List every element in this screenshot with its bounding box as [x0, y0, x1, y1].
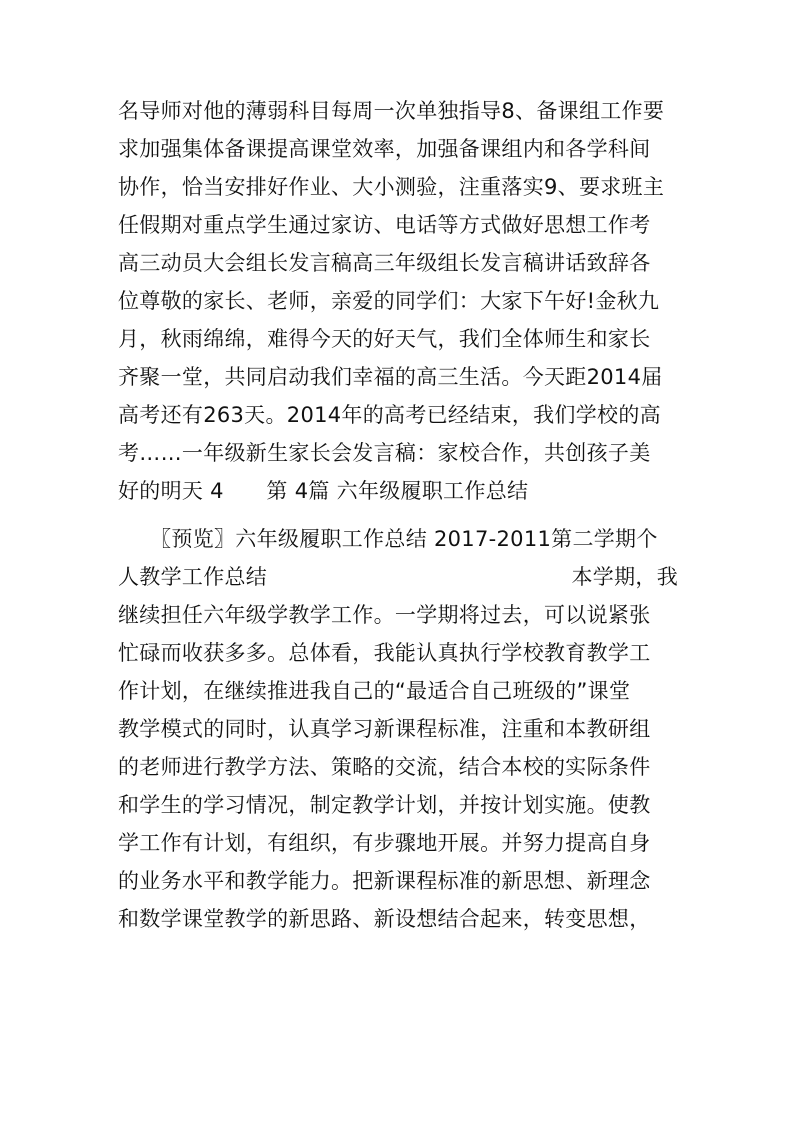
text-line: 任假期对重点学生通过家访、电话等方式做好思想工作考: [118, 213, 651, 237]
text-line: 和学生的学习情况，制定教学计划，并按计划实施。使教: [118, 793, 651, 817]
section-heading-line: 好的明天 4 第 4篇 六年级履职工作总结: [118, 479, 529, 503]
split-line-right: 本学期，我: [571, 565, 678, 589]
text-line: 学工作有计划，有组织，有步骤地开展。并努力提高自身: [118, 831, 651, 855]
text-line: 高考还有263天。2014年的高考已经结束，我们学校的高: [118, 403, 661, 427]
text-line: 名导师对他的薄弱科目每周一次单独指导8、备课组工作要: [118, 99, 665, 123]
text-line: 高三动员大会组长发言稿高三年级组长发言稿讲话致辞各: [118, 251, 651, 275]
text-line: 月，秋雨绵绵，难得今天的好天气，我们全体师生和家长: [118, 327, 651, 351]
text-line: 教学模式的同时，认真学习新课程标准，注重和本教研组: [118, 717, 651, 741]
text-line: 考……一年级新生家长会发言稿：家校合作，共创孩子美: [118, 441, 651, 465]
text-line: 齐聚一堂，共同启动我们幸福的高三生活。今天距2014届: [118, 365, 663, 389]
text-line: 忙碌而收获多多。总体看，我能认真执行学校教育教学工: [118, 641, 651, 665]
text-line: 的业务水平和教学能力。把新课程标准的新思想、新理念: [118, 869, 651, 893]
split-text-line: [118, 558, 678, 596]
text-line: 位尊敬的家长、老师，亲爱的同学们：大家下午好!金秋九: [118, 289, 660, 313]
text-line: 协作，恰当安排好作业、大小测验，注重落实9、要求班主: [118, 175, 665, 199]
split-line-left: 人教学工作总结: [118, 565, 268, 589]
text-line: 作计划，在继续推进我自己的“最适合自己班级的”课堂: [118, 679, 631, 703]
text-line: 继续担任六年级学教学工作。一学期将过去，可以说紧张: [118, 603, 651, 627]
paragraph-first-line: 〖预览〗六年级履职工作总结 2017-2011第二学期个: [118, 527, 658, 551]
text-line: 的老师进行教学方法、策略的交流，结合本校的实际条件: [118, 755, 651, 779]
text-line: 求加强集体备课提高课堂效率，加强备课组内和各学科间: [118, 137, 651, 161]
text-line: 和数学课堂教学的新思路、新设想结合起来，转变思想，: [118, 907, 651, 931]
